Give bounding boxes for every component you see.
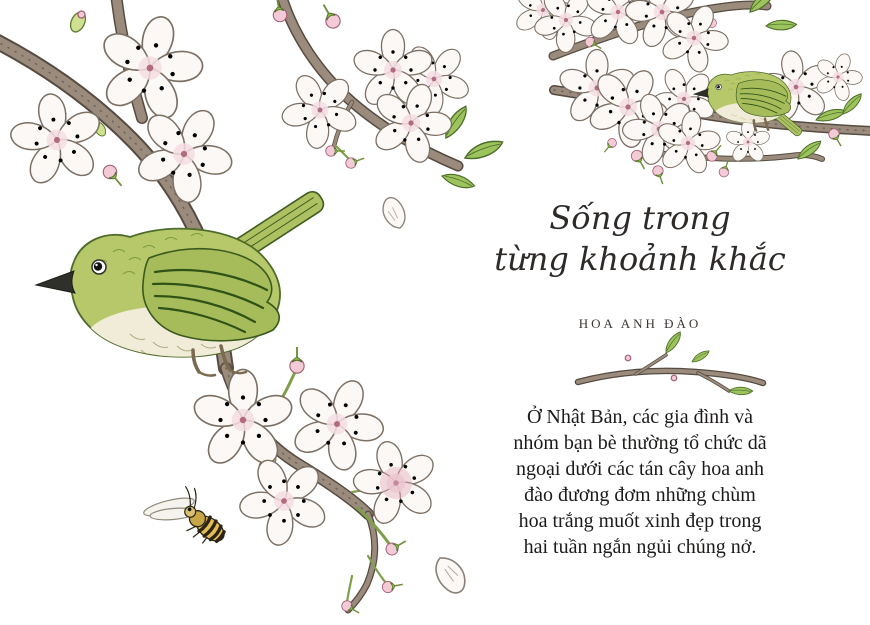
paragraph-line: hoa trắng muốt xinh đẹp trong	[518, 510, 762, 532]
title-line-2: từng khoảnh khắc	[494, 240, 786, 278]
subtitle-label: HOA ANH ĐÀO	[578, 316, 702, 331]
paragraph-line: ngoại dưới các tán cây hoa anh	[516, 458, 764, 480]
page-title	[420, 198, 860, 280]
title-line-1: Sống trong	[549, 199, 731, 237]
twig-divider	[578, 332, 763, 401]
body-paragraph	[420, 404, 860, 560]
paragraph-line: Ở Nhật Bản, các gia đình và	[526, 406, 754, 428]
bee	[142, 483, 236, 551]
paragraph-line: nhóm bạn bè thường tổ chức dã	[513, 432, 767, 454]
paragraph-line: hai tuần ngắn ngủi chúng nở.	[523, 536, 757, 558]
paragraph-line: đào đương đơm những chùm	[524, 484, 756, 506]
